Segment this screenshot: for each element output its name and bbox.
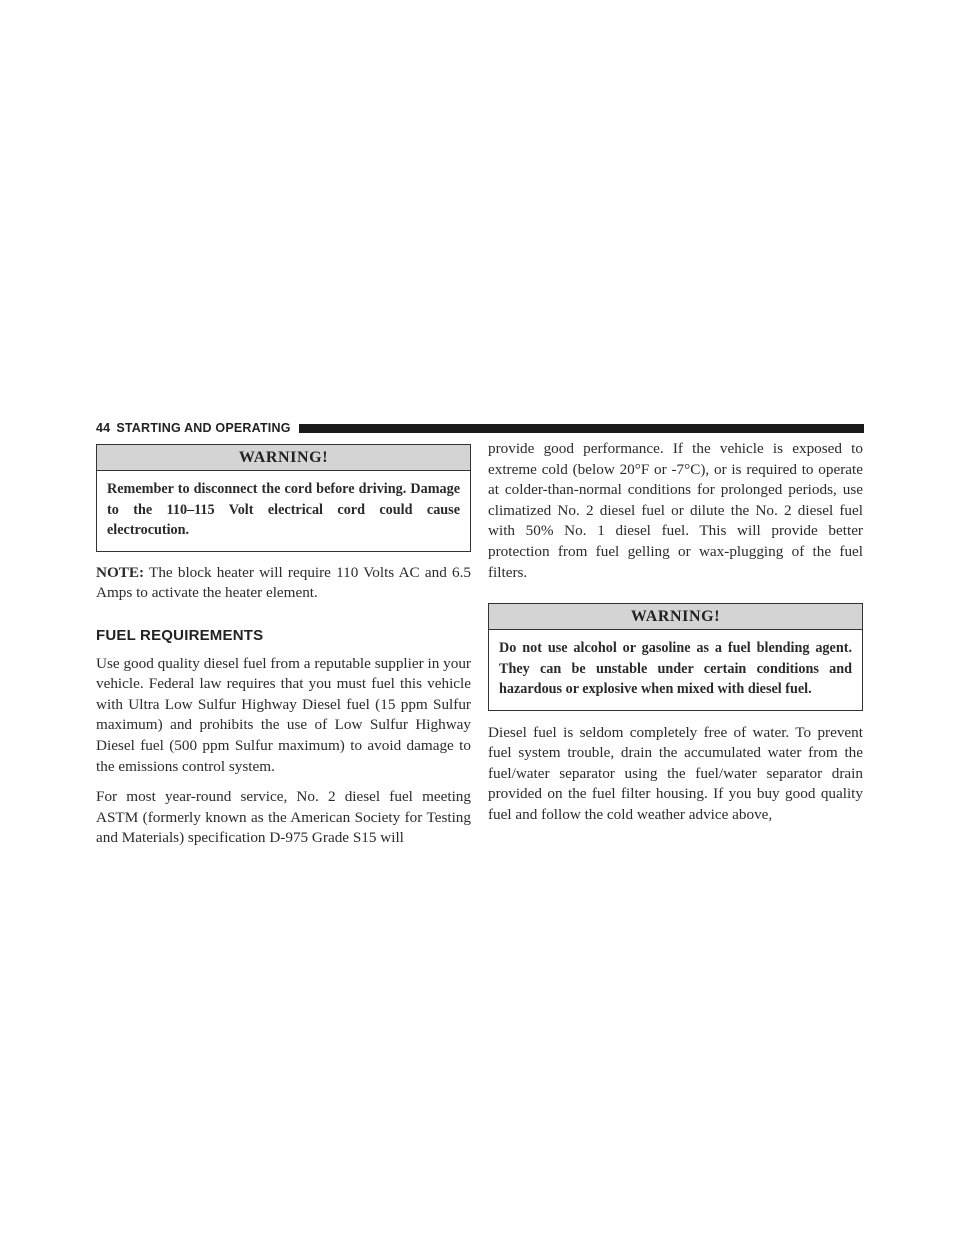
warning-title: WARNING!	[489, 604, 862, 630]
fuel-paragraph-2: For most year-round service, No. 2 diesel fuel meeting ASTM (formerly known as the American Society for Testing and Materials) specification D-975 Grade S15 will	[96, 788, 471, 847]
section-heading-fuel-requirements: FUEL REQUIREMENTS	[96, 626, 264, 644]
warning-box-alcohol	[488, 603, 863, 711]
note-label: NOTE:	[96, 563, 145, 581]
warning-text: Remember to disconnect the cord before driving. Damage to the 110–115 Volt electrical cord could cause electrocution.	[107, 481, 460, 538]
header-rule	[299, 424, 864, 433]
section-title: STARTING AND OPERATING	[116, 421, 291, 435]
fuel-paragraph-1: Use good quality diesel fuel from a reputable supplier in your vehicle. Federal law requires that you must fuel this vehicle with Ultra Low Sulfur Highway Diesel fuel (15 ppm Sulfur maximum) and prohibits the use of Low Sulfur Highway Diesel fuel (500 ppm Sulfur maximum) to avoid damage to the emissions control system.	[96, 654, 471, 775]
right-column	[488, 440, 863, 826]
page-number: 44	[96, 421, 111, 435]
warning-title: WARNING!	[97, 445, 470, 471]
fuel-paragraph-3: provide good performance. If the vehicle is exposed to extreme cold (below 20°F or -7°C), or is required to operate at colder-than-normal conditions for prolonged periods, use climatized No. 2 diesel fuel or dilute the No. 2 diesel fuel with 50% No. 1 diesel fuel. This will provide better protection from fuel gelling or wax-plugging of the fuel filters.	[488, 440, 863, 581]
page-header	[96, 418, 864, 438]
left-column	[96, 444, 471, 849]
warning-box-cord	[96, 444, 471, 552]
fuel-paragraph-4: Diesel fuel is seldom completely free of water. To prevent fuel system trouble, drain the accumulated water from the fuel/water separator using the fuel/water separator drain provided on the fuel filter housing. If you buy good quality fuel and follow the cold weather advice above,	[488, 723, 863, 824]
note-text: The block heater will require 110 Volts AC and 6.5 Amps to activate the heater element.	[96, 563, 471, 602]
note-paragraph	[96, 563, 471, 604]
warning-text: Do not use alcohol or gasoline as a fuel blending agent. They can be unstable under certain conditions and hazardous or explosive when mixed with diesel fuel.	[499, 640, 852, 698]
